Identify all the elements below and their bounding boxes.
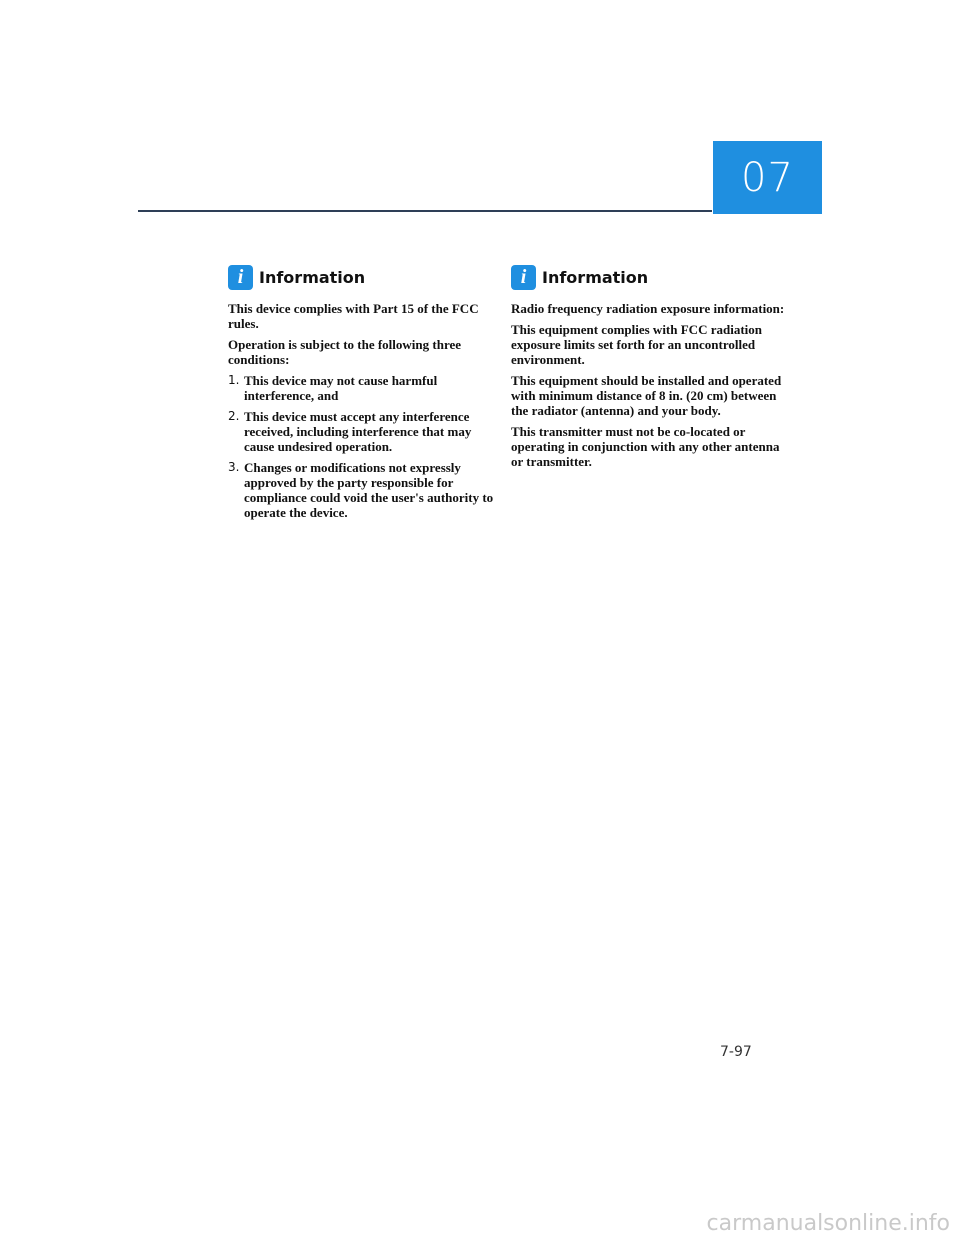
info-icon: i — [511, 265, 536, 290]
list-text: This device may not cause harmful interference, and — [244, 373, 438, 403]
list-number: 3. — [228, 460, 240, 474]
paragraph: Radio frequency radiation exposure information: — [511, 301, 785, 316]
conditions-list — [228, 373, 503, 520]
paragraph: This equipment complies with FCC radiation exposure limits set forth for an uncontrolled environment. — [511, 322, 762, 367]
list-item — [228, 460, 503, 520]
paragraph: This equipment should be installed and operated with minimum distance of 8 in. (20 cm) between the radiator (antenna) and your body. — [511, 373, 782, 418]
list-number: 1. — [228, 373, 240, 387]
list-item — [228, 373, 503, 403]
list-text: This device must accept any interference received, including interference that may cause undesired operation. — [244, 409, 472, 454]
info-title: Information — [259, 267, 366, 287]
header-rule — [138, 210, 712, 212]
list-item — [228, 409, 503, 454]
watermark: carmanualsonline.info — [706, 1211, 950, 1236]
info-header — [511, 263, 786, 291]
info-header — [228, 263, 503, 291]
list-number: 2. — [228, 409, 240, 423]
paragraph: Operation is subject to the following three conditions: — [228, 337, 462, 367]
chapter-tab: 07 — [713, 141, 822, 214]
info-icon: i — [228, 265, 253, 290]
info-box-rf-exposure — [511, 263, 786, 475]
info-title: Information — [542, 267, 649, 287]
paragraph: This device complies with Part 15 of the FCC rules. — [228, 301, 479, 331]
paragraph: This transmitter must not be co-located or operating in conjunction with any other antenna or transmitter. — [511, 424, 780, 469]
page-number: 7-97 — [720, 1044, 752, 1060]
list-text: Changes or modifications not expressly approved by the party responsible for compliance could void the user's authority to operate the device. — [244, 460, 494, 520]
info-box-fcc — [228, 263, 503, 526]
